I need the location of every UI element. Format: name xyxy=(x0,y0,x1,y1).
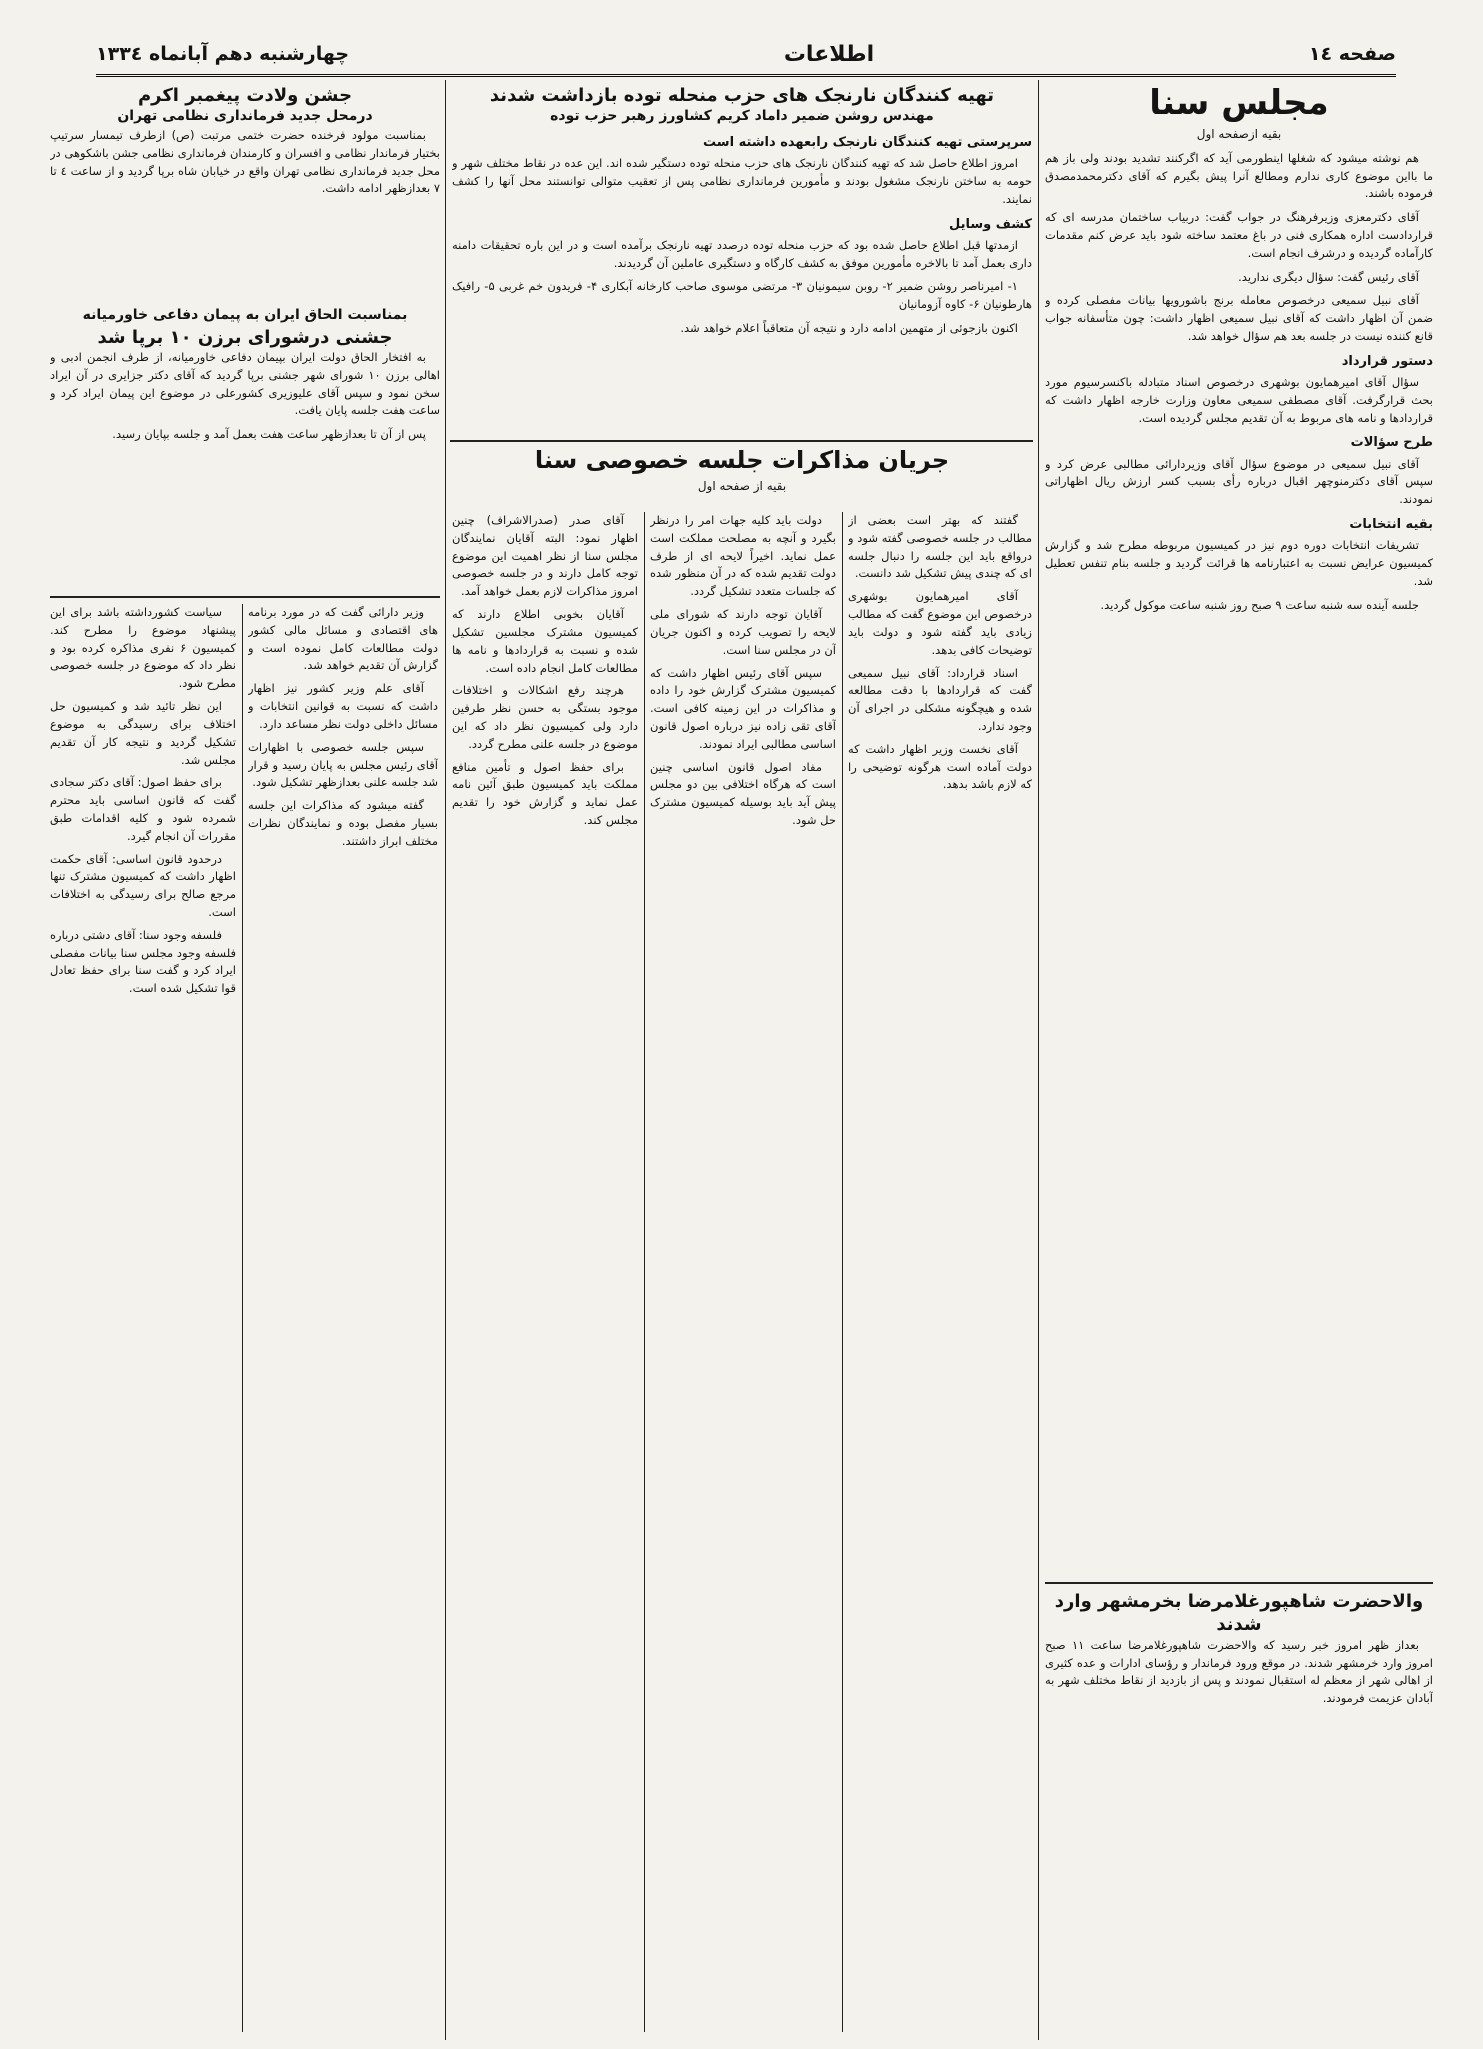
tudeh-kicker: سرپرستی تهیه کنندگان نارنجک رابعهده داشته است xyxy=(703,134,1032,150)
proceedings-c2-p2: آقایان توجه دارند که شورای ملی لایحه را تصویب کرده و اکنون جریان آن در مجلس سنا است. xyxy=(650,607,836,657)
proceedings-c5-p1: سیاست کشورداشته باشد برای این پیشنهاد موضوع را مطرح کند. کمیسیون ۶ نفری مذاکره کرده بود و نظر داد که موضوع در جلسه خصوصی مطرح شود. xyxy=(50,605,236,691)
column-rule xyxy=(1038,80,1039,2040)
senate-agenda-text: سؤال آقای امیرهمایون بوشهری درخصوص اسناد متبادله باکنسرسیوم مورد بحث قرارگرفت. آقای مصطفی سمیعی معاون وزارت خارجه اظهار داشت که قراردادها و نامه های مربوط به آن تقدیم مجلس گردیده است. xyxy=(1045,374,1433,425)
tudeh-article xyxy=(452,84,1032,436)
proceedings-c1-p1: آقای صدر (صدرالاشراف) چنین اظهار نمود: البته آقایان نمایندگان مجلس سنا از نظر اهمیت این موضوع توجه کامل دارند و در جلسه خصوصی امروز مذاکرات لازم بعمل خواهد آمد. xyxy=(452,513,638,599)
proceedings-c5-p4: درحدود قانون اساسی: آقای حکمت اظهار داشت که کمیسیون مشترک تنها مرجع صالح برای رسیدگی به اختلافات است. xyxy=(50,851,236,919)
senate-continued: بقیه ازصفحه اول xyxy=(1196,127,1282,142)
tudeh-arrested: ۱- امیرناصر روشن ضمیر ۲- روبن سیمونیان ۳- مرتضی موسوی صاحب کارخانه آبکاری ۴- فریدون خم غربی ۵- رافیک هارطونیان ۶- کاوه آزومانیان xyxy=(452,279,1032,312)
proceedings-c2-p3: سپس آقای رئیس اظهار داشت که کمیسیون مشترک گزارش خود را داده و مذاکرات در این زمینه کافی است. آقای تقی زاده نیز درباره اصول قانون اساسی مطالبی ایراد نمودند. xyxy=(650,665,836,751)
proceedings-c4-p4: گفته میشود که مذاکرات این جلسه بسیار مفصل بوده و نمایندگان نظرات مختلف ابراز داشتند. xyxy=(248,798,438,848)
proceedings-continued: بقیه از صفحه اول xyxy=(697,478,787,493)
senate-intro: هم نوشته میشود که شغلها اینطورمی آید که اگرکنند تشدید بودند ولی باز هم ما بااین موضوع کاری ندارم ومطالع آنرا پیش بگیرم که آقای دکترمحمدمصدق فرموده باشند. xyxy=(1045,150,1433,201)
birthday-subhead: درمحل جدید فرمانداری نظامی تهران xyxy=(117,108,373,125)
section-rule xyxy=(1045,1582,1433,1584)
senate-headline: مجلس سنا xyxy=(1149,84,1329,123)
pact-subhead: جشنی درشورای برزن ۱۰ برپا شد xyxy=(97,326,393,348)
tudeh-subhead: مهندس روشن ضمیر داماد کریم کشاورز رهبر حزب توده xyxy=(550,108,934,125)
column-rule xyxy=(842,512,843,2032)
birthday-article xyxy=(50,84,440,300)
tudeh-tools-text: ازمدتها قبل اطلاع حاصل شده بود که حزب منحله توده درصدد تهیه نارنجک برآمده است و در این باره تحقیقات دامنه داری بعمل آمد تا بالاخره مأمورین موفق به کشف کارگاه و دستگیری عاملین آن گردیدند. xyxy=(452,237,1032,270)
senate-closing: جلسه آینده سه شنبه ساعت ۹ صبح روز شنبه ساعت موکول گردید. xyxy=(1100,597,1419,612)
tudeh-closing: اکنون بازجوئی از متهمین ادامه دارد و نتیجه آن متعاقباً اعلام خواهد شد. xyxy=(680,320,1018,335)
pact-article xyxy=(50,306,440,590)
proceedings-c5-p5: فلسفه وجود سنا: آقای دشتی درباره فلسفه وجود مجلس سنا بیانات مفصلی ایراد کرد و گفت سنا برای حفظ تعادل قوا تشکیل شده است. xyxy=(50,927,236,996)
proceedings-c3-p3: اسناد قرارداد: آقای نبیل سمیعی گفت که قراردادها با دقت مطالعه شده و هیچگونه مشکلی در اجرای آن وجود ندارد. xyxy=(848,665,1032,733)
proceedings-headline: جریان مذاکرات جلسه خصوصی سنا xyxy=(534,446,950,474)
proceedings-c1-p2: آقایان بخوبی اطلاع دارند که کمیسیون مشترک مجلسین تشکیل شده و نسبت به قراردادها و نامه ها مطالعات کامل انجام داده است. xyxy=(452,607,638,675)
royal-visit-article xyxy=(1045,1590,1433,2030)
senate-body-2: آقای رئیس گفت: سؤال دیگری ندارید. xyxy=(1238,269,1419,284)
senate-subhead-parity: طرح سؤالات xyxy=(1350,435,1433,451)
senate-subhead-elections: بقیه انتخابات xyxy=(1349,516,1433,532)
proceedings-column-4 xyxy=(248,604,438,2032)
issue-date: چهارشنبه دهم آبانماه ۱۳۳٤ xyxy=(96,43,350,65)
birthday-headline: جشن ولادت پیغمبر اکرم xyxy=(137,85,353,106)
column-rule xyxy=(445,80,446,2040)
tudeh-subhead-tools: کشف وسایل xyxy=(948,216,1032,232)
section-rule xyxy=(50,596,440,598)
proceedings-c5-p3: برای حفظ اصول: آقای دکتر سجادی گفت که قانون اساسی باید محترم شمرده شود و کلیه اقدامات طبق مقررات آن انجام گیرد. xyxy=(50,775,236,843)
pact-headline: بمناسبت الحاق ایران به پیمان دفاعی خاورمیانه xyxy=(82,307,408,323)
proceedings-c1-p4: برای حفظ اصول و تأمین منافع مملکت باید کمیسیون طبق آئین نامه عمل نماید و گزارش خود را تقدیم مجلس کند. xyxy=(452,759,638,827)
newspaper-logo: اطلاعات xyxy=(783,41,875,67)
proceedings-c2-p4: مفاد اصول قانون اساسی چنین است که هرگاه اختلافی بین دو مجلس پیش آید باید بوسیله کمیسیون مشترک حل شود. xyxy=(650,759,836,827)
senate-parity-text: آقای نبیل سمیعی در موضوع سؤال آقای وزیردارائی مطالبی عرض کرد و سپس آقای دکترمنوچهر اقبال درباره رأی بسبب کسر ارزش ریال اظهاراتی نمودند. xyxy=(1045,456,1433,507)
tudeh-headline: تهیه کنندگان نارنجک های حزب منحله توده بازداشت شدند xyxy=(489,85,995,106)
proceedings-column-2 xyxy=(650,512,836,2032)
senate-subhead-agenda: دستور قرارداد xyxy=(1341,353,1433,369)
masthead xyxy=(96,34,1396,77)
proceedings-c4-p1: وزیر دارائی گفت که در مورد برنامه های اقتصادی و مسائل مالی کشور دولت مطالعات کامل نموده است و گزارش آن تقدیم خواهد شد. xyxy=(248,605,438,673)
proceedings-column-5 xyxy=(50,604,236,2032)
senate-article xyxy=(1045,84,1433,1576)
senate-body-1: آقای دکترمعزی وزیرفرهنگ در جواب گفت: دربیاب ساختمان مدرسه ای که قراردادست اداره همکاری فنی در باغ معتمد ساخته شود باید عرض کنم مقدمات کارآماده گردیده و درشرف انجام است. xyxy=(1045,210,1433,260)
birthday-body: بمناسبت مولود فرخنده حضرت ختمی مرتبت (ص) ازطرف تیمسار سرتیپ بختیار فرماندار نظامی و افسران و کارمندان فرمانداری نظامی جشن باشکوهی در محل جدید فرمانداری نظامی تهران واقع در خیابان شاه برپا گردید و از ساعت ٤ تا ۷ بعدازظهر ادامه داشت. xyxy=(50,127,440,196)
proceedings-c1-p3: هرچند رفع اشکالات و اختلافات موجود بستگی به حسن نظر طرفین دارد ولی کمیسیون نظر داد که این موضوع در جلسه علنی مطرح گردد. xyxy=(452,683,638,751)
royal-body: بعداز ظهر امروز خبر رسید که والاحضرت شاهپورغلامرضا ساعت ۱۱ صبح امروز وارد خرمشهر شدند. در موقع ورود فرماندار و رؤسای ادارات و عده کثیری از اهالی شهر از معظم له استقبال نمودند و پس از بازدید از نقاط مختلف شهر به آبادان عزیمت فرمودند. xyxy=(1045,1637,1433,1706)
column-rule xyxy=(242,604,243,2032)
proceedings-column-1 xyxy=(452,512,638,2032)
senate-elections-text: تشریفات انتخابات دوره دوم نیز در کمیسیون مربوطه مطرح شد و گزارش کمیسیون عرایض نسبت به اعتبارنامه ها قرائت گردید و جلسه بنام تنفس تعطیل شد. xyxy=(1045,538,1433,588)
proceedings-c5-p2: این نظر تائید شد و کمیسیون حل اختلاف برای رسیدگی به موضوع تشکیل گردید و نتیجه کار آن تقدیم مجلس شد. xyxy=(50,699,236,767)
proceedings-c3-p2: آقای امیرهمایون بوشهری درخصوص این موضوع گفت که مطالب زیادی باید گفته شود و دولت باید توضیحات کافی بدهد. xyxy=(848,589,1032,657)
proceedings-c3-p1: گفتند که بهتر است بعضی از مطالب در جلسه خصوصی گفته شود و درواقع باید این جلسه را دنبال جلسه ای که چندی پیش تشکیل شد دانست. xyxy=(848,513,1032,581)
proceedings-c4-p3: سپس جلسه خصوصی با اظهارات آقای رئیس مجلس به پایان رسید و قرار شد جلسه علنی بعدازظهر تشکیل شود. xyxy=(248,739,438,790)
column-rule xyxy=(644,512,645,2032)
pact-closing: پس از آن تا بعدازظهر ساعت هفت بعمل آمد و جلسه بپایان رسید. xyxy=(112,427,426,442)
page-number: صفحه ۱٤ xyxy=(1308,43,1396,65)
proceedings-c4-p2: آقای علم وزیر کشور نیز اظهار داشت که نسبت به قوانین انتخابات و مسائل داخلی دولت نظر مساعد دارد. xyxy=(248,681,438,731)
tudeh-body: امروز اطلاع حاصل شد که تهیه کنندگان نارنجک های حزب منحله توده دستگیر شده اند. این عده در نقاط مختلف شهر و حومه به ساختن نارنجک مشغول بودند و مأمورین فرمانداری نظامی پس از تعقیب متوالی توانستند محل آنها را کشف نمایند. xyxy=(452,156,1032,206)
senate-body-3: آقای نبیل سمیعی درخصوص معامله برنج باشورویها بیانات مفصلی کرده و ضمن آن اظهار داشت که آقای نبیل سمیعی اظهار داشت: چون متأسفانه جواب قانع کننده نیست در جلسه بعد هم سؤال خواهد شد. xyxy=(1045,293,1433,343)
proceedings-header xyxy=(452,446,1032,506)
proceedings-column-3 xyxy=(848,512,1032,2032)
section-rule xyxy=(450,440,1033,442)
proceedings-c3-p4: آقای نخست وزیر اظهار داشت که دولت آماده است هرگونه توضیحی را که لازم باشد بدهد. xyxy=(848,741,1032,792)
royal-headline: والاحضرت شاهپورغلامرضا بخرمشهر وارد شدند xyxy=(1054,1591,1424,1636)
pact-body: به افتخار الحاق دولت ایران بپیمان دفاعی خاورمیانه، از طرف انجمن ادبی و اهالی برزن ۱۰ شورای شهر جشنی برپا گردید که آقای دکتر جزایری در آن ایراد سخن نمود و سپس آقای علیوزیری کشورعلی در موضوع این پیمان ایراد کرد و ساعت هفت جلسه پایان یافت. xyxy=(50,349,440,418)
proceedings-c2-p1: دولت باید کلیه جهات امر را درنظر بگیرد و آنچه به مصلحت مملکت است عمل نماید. اخیراً لایحه ای از طرف دولت تقدیم شده که در آن منظور شده که جلسات متعدد تشکیل گردد. xyxy=(650,513,836,599)
